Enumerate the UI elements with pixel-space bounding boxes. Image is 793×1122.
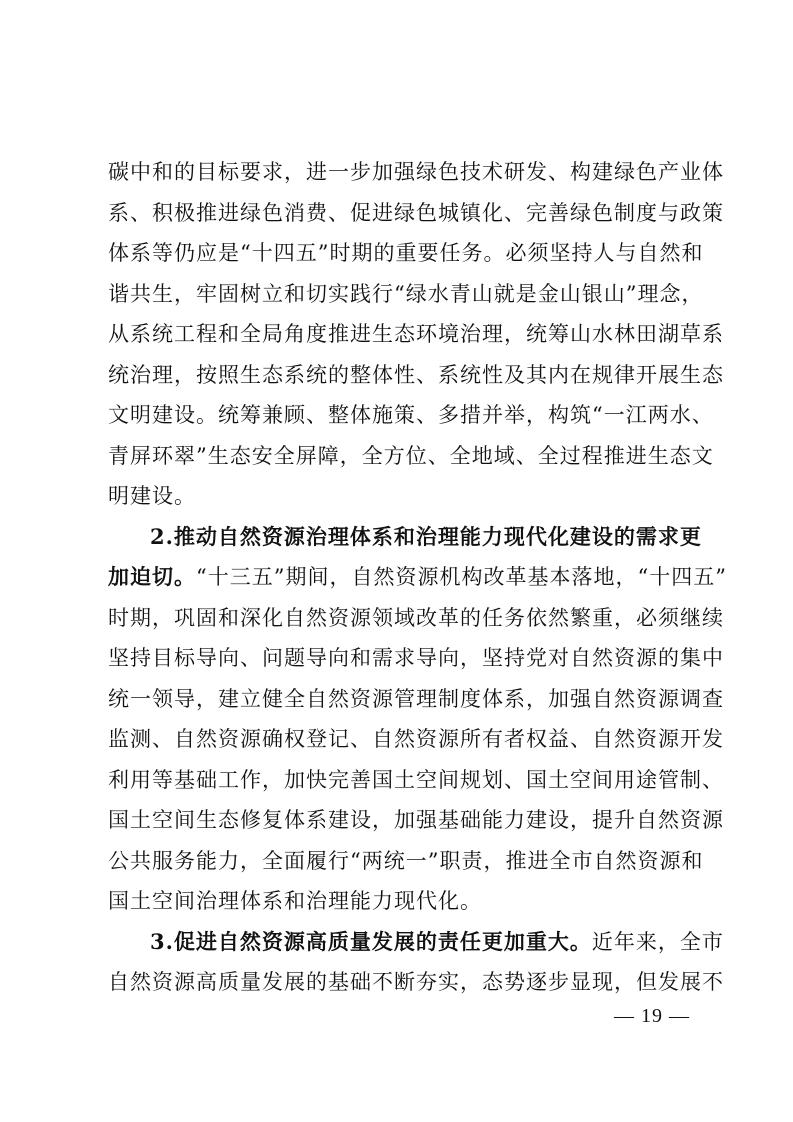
section-heading-3: 3.促进自然资源高质量发展的责任更加重大。	[150, 928, 592, 954]
page-number: — 19 —	[614, 1005, 690, 1027]
body-text	[108, 152, 727, 1003]
text-line: 文明建设。统筹兼顾、整体施策、多措并举，构筑“一江两水、	[108, 403, 714, 427]
text-line: 谐共生，牢固树立和切实践行“绿水青山就是金山银山”理念，	[108, 281, 704, 306]
text-line: 监测、自然资源确权登记、自然资源所有者权益、自然资源开发	[108, 727, 724, 751]
text-line	[108, 922, 724, 963]
text-line: 国土空间治理体系和治理能力现代化。	[108, 889, 482, 913]
text-line: 从系统工程和全局角度推进生态环境治理，统筹山水林田湖草系	[108, 322, 724, 346]
text-run: 近年来，全市	[591, 929, 724, 954]
text-line: 时期，巩固和深化自然资源领域改革的任务依然繁重，必须继续	[108, 605, 724, 630]
section-heading-2-end: 加迫切。	[108, 564, 196, 589]
text-line: 国土空间生态修复体系建设，加强基础能力建设，提升自然资源	[108, 808, 724, 832]
text-line: 坚持目标导向、问题导向和需求导向，坚持党对自然资源的集中	[108, 646, 724, 670]
text-line: 利用等基础工作，加快完善国土空间规划、国土空间用途管制、	[108, 767, 724, 792]
text-line: 青屏环翠”生态安全屏障，全方位、全地域、全过程推进生态文	[108, 443, 714, 468]
text-line: 明建设。	[108, 484, 196, 508]
text-line: 系、积极推进绿色消费、促进绿色城镇化、完善绿色制度与政策	[108, 200, 724, 225]
text-line: 体系等仍应是“十四五”时期的重要任务。必须坚持人与自然和	[108, 241, 704, 265]
text-line: 自然资源高质量发展的基础不断夯实，态势逐步显现，但发展不	[108, 970, 724, 994]
text-line: 统治理，按照生态系统的整体性、系统性及其内在规律开展生态	[108, 362, 724, 387]
section-heading-2: 2.推动自然资源治理体系和治理能力现代化建设的需求更	[150, 523, 702, 549]
text-line: 碳中和的目标要求，进一步加强绿色技术研发、构建绿色产业体	[108, 160, 724, 184]
text-line: 统一领导，建立健全自然资源管理制度体系，加强自然资源调查	[108, 686, 724, 711]
text-line: 公共服务能力，全面履行“两统一”职责，推进全市自然资源和	[108, 848, 704, 873]
text-line	[108, 557, 727, 598]
text-run: “十三五”期间，自然资源机构改革基本落地，“十四五”	[196, 565, 727, 589]
